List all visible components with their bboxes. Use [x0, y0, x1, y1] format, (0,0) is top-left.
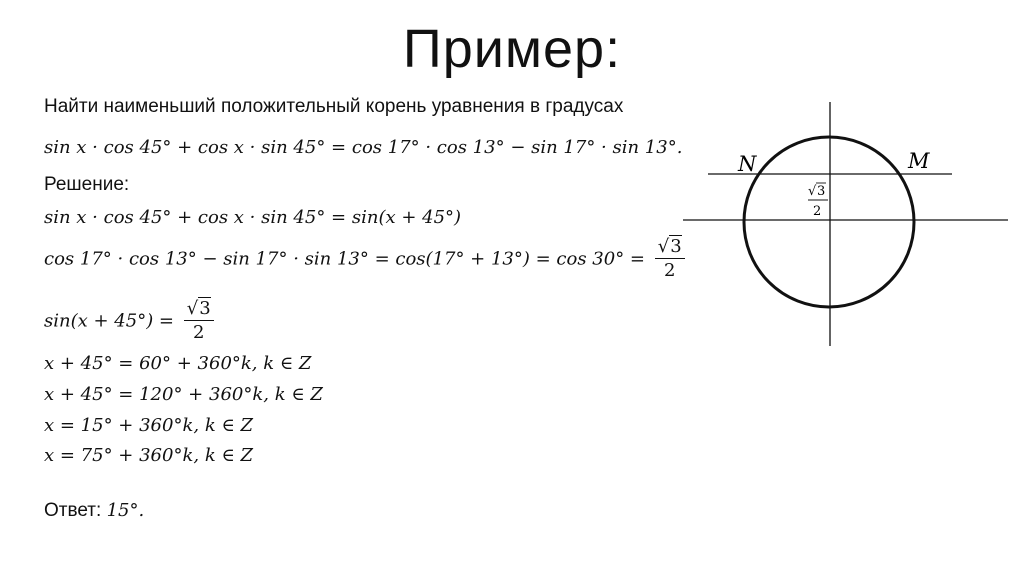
solution-step-3: sin(x + 45°) =	[44, 310, 175, 332]
sqrt-arg: 3	[670, 236, 682, 257]
solution-step-1: sin x · cos 45° + cos x · sin 45° = sin(x + 45°)	[44, 207, 462, 228]
unit-circle	[744, 137, 914, 307]
slide-title: Пример:	[402, 19, 622, 79]
sqrt-symbol: √	[186, 298, 199, 319]
solution-step-6: x = 15° + 360°k, k ∈ Z	[44, 415, 253, 436]
sqrt-arg: 3	[199, 298, 211, 319]
answer-value: 15°.	[106, 500, 145, 521]
task-equation: sin x · cos 45° + cos x · sin 45° = cos 17° · cos 13° − sin 17° · sin 13°.	[44, 137, 683, 158]
task-prompt: Найти наименьший положительный корень уравнения в градусах	[44, 96, 624, 117]
point-m-label: M	[908, 149, 930, 173]
answer-label: Ответ:	[44, 500, 102, 521]
diagram-sqrt-symbol: √	[808, 184, 817, 199]
solution-step-5: x + 45° = 120° + 360°k, k ∈ Z	[44, 384, 323, 405]
solution-step-7: x = 75° + 360°k, k ∈ Z	[44, 445, 253, 466]
solution-step-2: cos 17° · cos 13° − sin 17° · sin 13° = cos(17° + 13°) = cos 30° =	[44, 248, 646, 270]
fraction-denominator: 2	[663, 260, 676, 281]
fraction-denominator: 2	[193, 322, 205, 343]
solution-heading: Решение:	[44, 174, 130, 195]
sqrt-symbol: √	[657, 236, 670, 257]
solution-step-4: x + 45° = 60° + 360°k, k ∈ Z	[44, 353, 312, 374]
point-n-label: N	[738, 152, 757, 176]
diagram-sqrt-arg: 3	[817, 184, 826, 199]
diagram-den: 2	[813, 204, 822, 219]
